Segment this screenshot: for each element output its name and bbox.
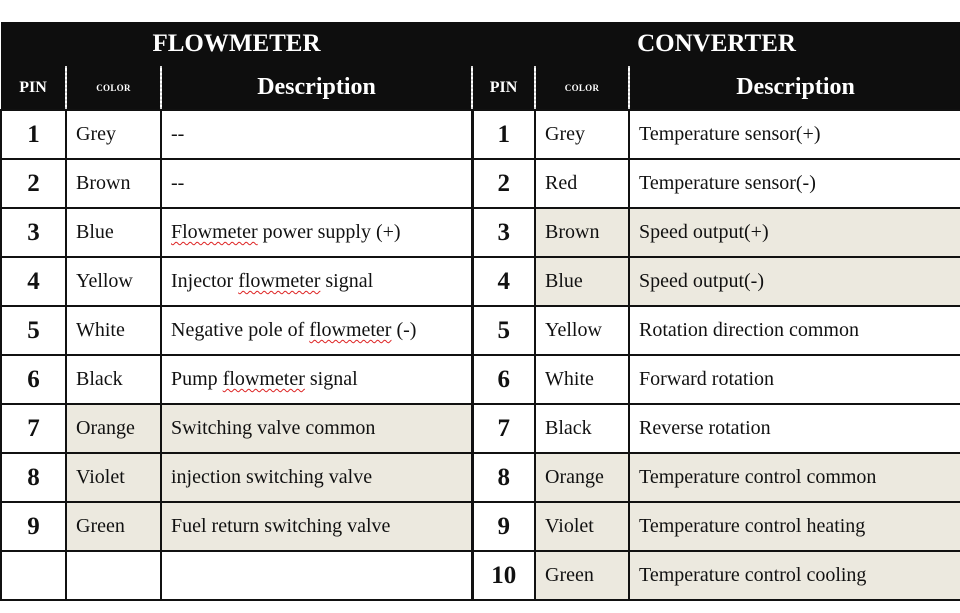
table-row: [1, 159, 960, 208]
spellcheck-underline: flowmeter: [238, 270, 321, 292]
converter-color: Blue: [535, 257, 629, 306]
converter-pin: 9: [472, 502, 535, 551]
converter-color: Black: [535, 404, 629, 453]
spellcheck-underline: flowmeter: [222, 368, 305, 390]
converter-color-header: COLOR: [535, 66, 629, 110]
flowmeter-description-empty: [161, 551, 472, 600]
flowmeter-description: --: [161, 159, 472, 208]
flowmeter-description: Pump flowmeter signal: [161, 355, 472, 404]
converter-description: Forward rotation: [629, 355, 960, 404]
flowmeter-pin: 2: [1, 159, 66, 208]
flowmeter-color-empty: [66, 551, 161, 600]
converter-pin: 2: [472, 159, 535, 208]
converter-title: CONVERTER: [472, 22, 960, 66]
table-row: [1, 502, 960, 551]
converter-pin: 5: [472, 306, 535, 355]
table-row: [1, 208, 960, 257]
converter-pin-header: PIN: [472, 66, 535, 110]
converter-color: Yellow: [535, 306, 629, 355]
flowmeter-color-header: COLOR: [66, 66, 161, 110]
converter-color: Orange: [535, 453, 629, 502]
converter-description-header: Description: [629, 66, 960, 110]
converter-pin: 8: [472, 453, 535, 502]
table-row: [1, 257, 960, 306]
flowmeter-title: FLOWMETER: [1, 22, 472, 66]
converter-description: Speed output(+): [629, 208, 960, 257]
converter-description: Speed output(-): [629, 257, 960, 306]
table-row: [1, 306, 960, 355]
flowmeter-description: --: [161, 110, 472, 159]
section-title-row: [1, 22, 960, 66]
flowmeter-color: Orange: [66, 404, 161, 453]
column-header-row: [1, 66, 960, 110]
flowmeter-color: White: [66, 306, 161, 355]
flowmeter-pin: 1: [1, 110, 66, 159]
flowmeter-description-header: Description: [161, 66, 472, 110]
pin-assignment-table: [0, 22, 960, 601]
converter-color: Red: [535, 159, 629, 208]
flowmeter-description: injection switching valve: [161, 453, 472, 502]
flowmeter-pin: 8: [1, 453, 66, 502]
flowmeter-pin: 7: [1, 404, 66, 453]
table-row: [1, 551, 960, 600]
converter-description: Temperature control heating: [629, 502, 960, 551]
converter-pin: 10: [472, 551, 535, 600]
table-row: [1, 404, 960, 453]
flowmeter-pin: 6: [1, 355, 66, 404]
converter-pin: 7: [472, 404, 535, 453]
spellcheck-underline: flowmeter: [309, 319, 392, 341]
flowmeter-description: Switching valve common: [161, 404, 472, 453]
pin-table-container: [0, 22, 960, 601]
table-row: [1, 453, 960, 502]
converter-description: Reverse rotation: [629, 404, 960, 453]
flowmeter-pin: 5: [1, 306, 66, 355]
converter-color: Brown: [535, 208, 629, 257]
converter-description: Temperature sensor(+): [629, 110, 960, 159]
converter-pin: 4: [472, 257, 535, 306]
converter-description: Temperature sensor(-): [629, 159, 960, 208]
flowmeter-pin: 4: [1, 257, 66, 306]
converter-color: White: [535, 355, 629, 404]
flowmeter-description: Negative pole of flowmeter (-): [161, 306, 472, 355]
converter-description: Rotation direction common: [629, 306, 960, 355]
flowmeter-pin: 9: [1, 502, 66, 551]
flowmeter-color: Black: [66, 355, 161, 404]
flowmeter-description: Injector flowmeter signal: [161, 257, 472, 306]
flowmeter-color: Blue: [66, 208, 161, 257]
flowmeter-color: Brown: [66, 159, 161, 208]
converter-pin: 6: [472, 355, 535, 404]
flowmeter-color: Grey: [66, 110, 161, 159]
flowmeter-pin-empty: [1, 551, 66, 600]
converter-description: Temperature control common: [629, 453, 960, 502]
spellcheck-underline: Flowmeter: [171, 221, 258, 243]
table-row: [1, 110, 960, 159]
converter-color: Green: [535, 551, 629, 600]
table-row: [1, 355, 960, 404]
flowmeter-color: Green: [66, 502, 161, 551]
flowmeter-color: Yellow: [66, 257, 161, 306]
flowmeter-pin: 3: [1, 208, 66, 257]
converter-description: Temperature control cooling: [629, 551, 960, 600]
flowmeter-pin-header: PIN: [1, 66, 66, 110]
converter-pin: 3: [472, 208, 535, 257]
converter-color: Grey: [535, 110, 629, 159]
converter-color: Violet: [535, 502, 629, 551]
flowmeter-description: Fuel return switching valve: [161, 502, 472, 551]
flowmeter-description: Flowmeter power supply (+): [161, 208, 472, 257]
flowmeter-color: Violet: [66, 453, 161, 502]
converter-pin: 1: [472, 110, 535, 159]
